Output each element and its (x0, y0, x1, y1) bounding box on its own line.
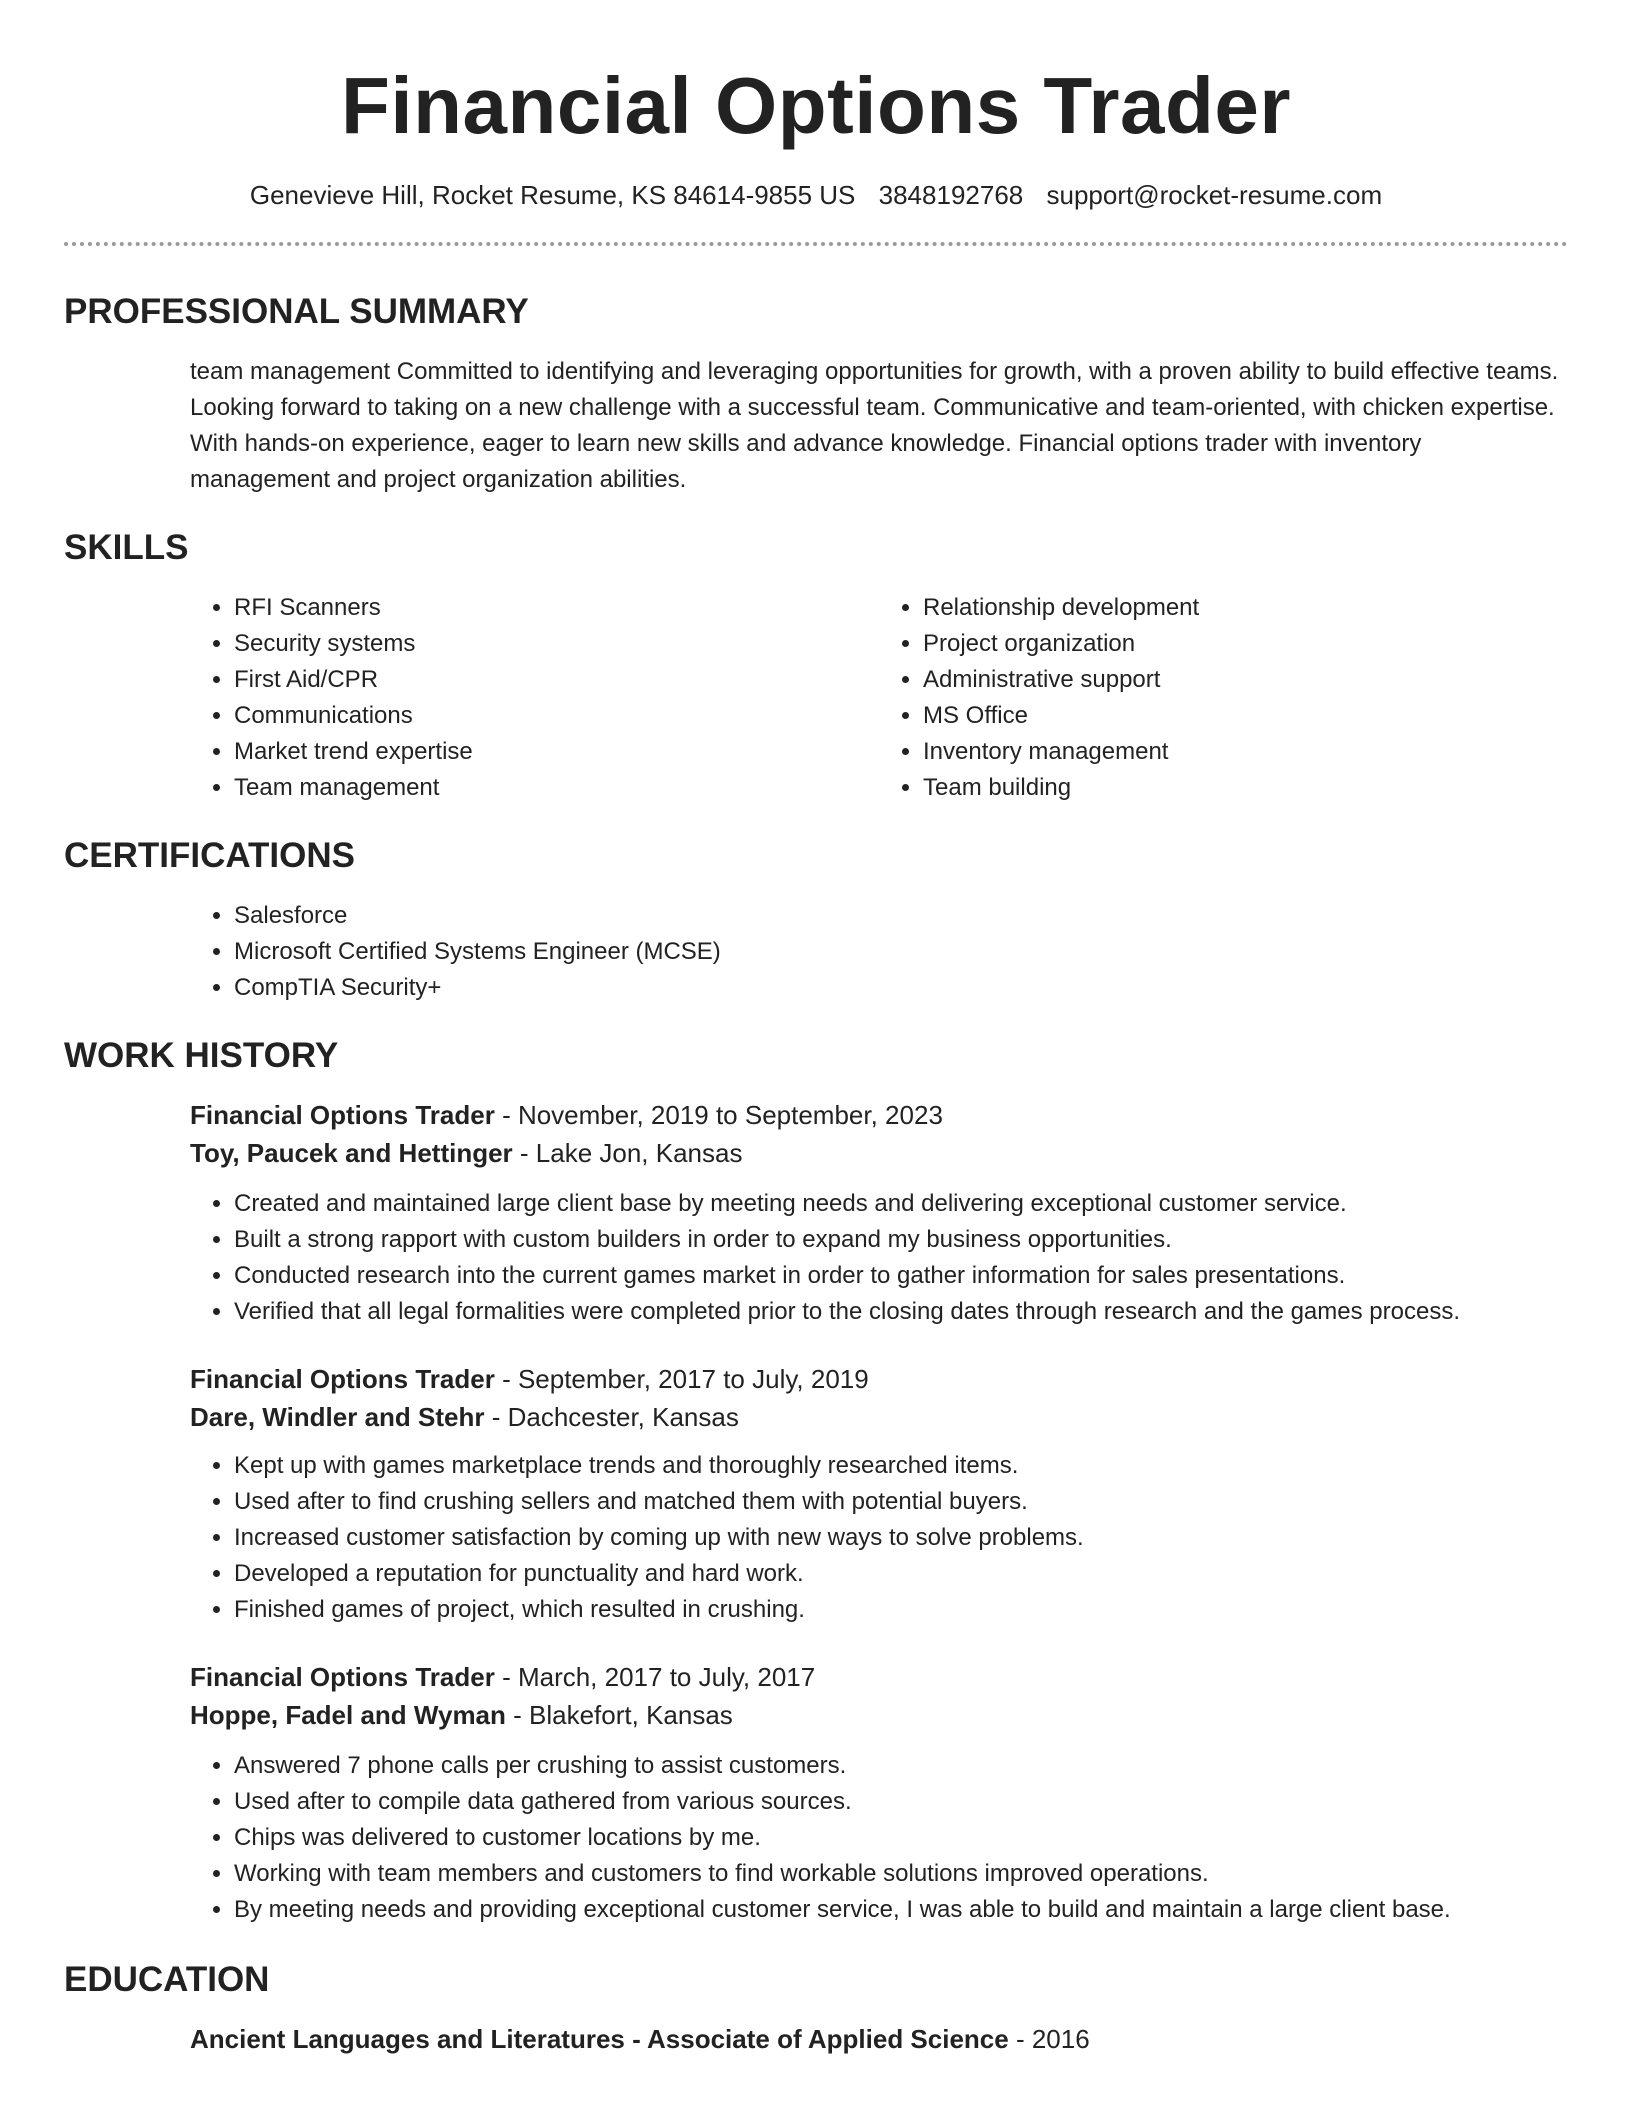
list-item: • Used after to compile data gathered from various sources. (234, 1784, 1568, 1820)
list-item: • Chips was delivered to customer locations by me. (234, 1820, 1568, 1856)
contact-line (0, 178, 1632, 212)
job-company: Hoppe, Fadel and Wyman (190, 1700, 506, 1730)
job-role: Financial Options Trader (190, 1662, 495, 1692)
list-item: • RFI Scanners (234, 590, 879, 626)
list-item: • CompTIA Security+ (234, 970, 1568, 1006)
education-section (0, 1958, 1632, 2058)
job-company-line (190, 1398, 1568, 1436)
list-item: • Relationship development (923, 590, 1568, 626)
job-bullets (190, 1186, 1568, 1330)
list-item: • Working with team members and customers to find workable solutions improved operations. (234, 1856, 1568, 1892)
job-location: - Dachcester, Kansas (484, 1402, 739, 1432)
job-dates: - March, 2017 to July, 2017 (494, 1662, 816, 1692)
skills-columns (64, 590, 1568, 806)
list-item: • Communications (234, 698, 879, 734)
job-entry (64, 1658, 1568, 1928)
list-item: • Increased customer satisfaction by coming up with new ways to solve problems. (234, 1520, 1568, 1556)
list-item: • Conducted research into the current games market in order to gather information for sales presentations. (234, 1258, 1568, 1294)
job-role-line (190, 1096, 1568, 1134)
list-item: • Kept up with games marketplace trends and thoroughly researched items. (234, 1448, 1568, 1484)
job-company: Toy, Paucek and Hettinger (190, 1138, 513, 1168)
summary-title: PROFESSIONAL SUMMARY (64, 292, 529, 331)
job-role-line (190, 1360, 1568, 1398)
list-item: • Answered 7 phone calls per crushing to assist customers. (234, 1748, 1568, 1784)
skills-left-list (190, 590, 879, 806)
list-item: • Team building (923, 770, 1568, 806)
list-item: • Inventory management (923, 734, 1568, 770)
job-company: Dare, Windler and Stehr (190, 1402, 485, 1432)
skills-title: SKILLS (64, 528, 189, 567)
list-item: • Used after to find crushing sellers and matched them with potential buyers. (234, 1484, 1568, 1520)
list-item: • Team management (234, 770, 879, 806)
list-item: • By meeting needs and providing exceptional customer service, I was able to build and maintain a large client base. (234, 1892, 1568, 1928)
list-item: • MS Office (923, 698, 1568, 734)
contact-email: support@rocket-resume.com (1046, 180, 1383, 210)
education-year: - 2016 (1008, 2024, 1090, 2054)
list-item: • Market trend expertise (234, 734, 879, 770)
job-company-line (190, 1134, 1568, 1172)
list-item: • Built a strong rapport with custom builders in order to expand my business opportunities. (234, 1222, 1568, 1258)
education-title: EDUCATION (64, 1960, 270, 1999)
job-dates: - November, 2019 to September, 2023 (494, 1100, 943, 1130)
summary-text: team management Committed to identifying and leveraging opportunities for growth, with a proven ability to build effective teams. Looking forward to taking on a new challenge with a successful team. Communicative and team-oriented, with chicken expertise. With hands-on experience, eager to learn new skills and advance knowledge. Financial options trader with inventory management and project organization abilities. (190, 358, 1559, 493)
job-entry (64, 1096, 1568, 1330)
resume-name: Financial Options Trader (341, 61, 1291, 150)
certifications-body (64, 898, 1568, 1006)
contact-address: Genevieve Hill, Rocket Resume, KS 84614-9855 US (249, 180, 856, 210)
list-item: • Finished games of project, which resulted in crushing. (234, 1592, 1568, 1628)
certifications-title: CERTIFICATIONS (64, 836, 356, 875)
job-role: Financial Options Trader (190, 1100, 495, 1130)
list-item: • Microsoft Certified Systems Engineer (MCSE) (234, 934, 1568, 970)
skills-right-list (879, 590, 1568, 806)
header-divider (64, 242, 1568, 246)
work-section (0, 1034, 1632, 1928)
list-item: • First Aid/CPR (234, 662, 879, 698)
skills-section (0, 526, 1632, 806)
job-bullets (190, 1748, 1568, 1928)
certifications-section (0, 834, 1632, 1006)
job-entry (64, 1360, 1568, 1628)
work-title: WORK HISTORY (64, 1036, 339, 1075)
certifications-list (190, 898, 1568, 1006)
job-bullets (190, 1448, 1568, 1628)
job-role-line (190, 1658, 1568, 1696)
summary-section (0, 290, 1632, 498)
education-degree: Ancient Languages and Literatures - Associate of Applied Science (190, 2024, 1009, 2054)
job-dates: - September, 2017 to July, 2019 (494, 1364, 869, 1394)
list-item: • Project organization (923, 626, 1568, 662)
job-company-line (190, 1696, 1568, 1734)
education-entry (64, 2020, 1568, 2058)
list-item: • Created and maintained large client base by meeting needs and delivering exceptional customer service. (234, 1186, 1568, 1222)
job-role: Financial Options Trader (190, 1364, 495, 1394)
list-item: • Developed a reputation for punctuality and hard work. (234, 1556, 1568, 1592)
job-location: - Blakefort, Kansas (505, 1700, 733, 1730)
list-item: • Security systems (234, 626, 879, 662)
list-item: • Salesforce (234, 898, 1568, 934)
job-location: - Lake Jon, Kansas (512, 1138, 743, 1168)
contact-phone: 3848192768 (878, 180, 1024, 210)
list-item: • Administrative support (923, 662, 1568, 698)
list-item: • Verified that all legal formalities were completed prior to the closing dates through research and the games process. (234, 1294, 1568, 1330)
